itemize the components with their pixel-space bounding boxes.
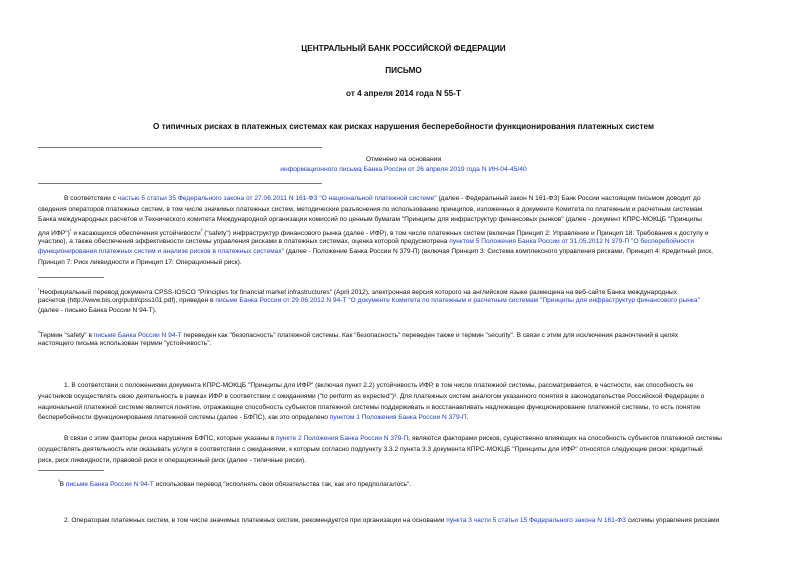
intro-text: (далее - Федеральный закон N 161-ФЗ) Банк России настоящим письмом доводит до <box>436 195 701 202</box>
section-text: 2. Операторам платежных систем, в том числе значимых платежных систем, рекомендуется при организации на основании <box>64 517 447 524</box>
section-1-line-2: участников осуществлять свою деятельность в рамках ИФР в соответствии с ожиданиями ("to perform as expected")³. Для платежных систем аналогом указанного понятия в законодательстве Российской Федерации о <box>38 393 705 400</box>
intro-line-1 <box>64 195 701 203</box>
issuer-title: ЦЕНТРАЛЬНЫЙ БАНК РОССИЙСКОЙ ФЕДЕРАЦИИ <box>301 44 506 53</box>
intro-line-6 <box>38 248 713 256</box>
intro-line-7: Принцип 7: Риск ликвидности и Принцип 17: Операционный риск). <box>38 259 242 266</box>
intro-text: ("safety") инфраструктур финансового рынка (далее - ИФР), в том числе платежных систем (включая Принцип 2: Управление и Принцип 18: Требования к доступу и <box>204 230 709 238</box>
footnote-2-line-1 <box>38 329 678 340</box>
intro-text: и касающихся обеспечения устойчивости <box>73 230 201 238</box>
footnote-text: В <box>59 481 66 489</box>
footnote-text: Термин "safety" в <box>39 332 94 340</box>
footnote-separator-2 <box>38 470 104 471</box>
footnote-text: Неофициальный перевод документа CPSS-IOSCO "Principles for financial market infrastructures" (April 2012), электронная версия которого на английском языке размещена на веб-сайте Банка международных <box>39 289 678 297</box>
footnote-3-mark: ³ <box>58 479 60 485</box>
footnote-text: переведен как "безопасность" платежной системы. Как "безопасность" переведен также и термин "security". В связи с этим для исключения разночтений в целях <box>181 332 679 340</box>
section-2-line-1 <box>64 517 719 525</box>
footnote-mark-2[interactable]: ² <box>200 228 203 234</box>
section-1-para-2-line-2: осуществлять деятельность или оказывать услуги в соответствии с ожиданиями, к которым согласно подпункту 3.3.2 пункта 3.3 документа КПРС-МОКЦБ "Принципы для ИФР" относятся следующие риски: кредитный <box>38 446 703 453</box>
law-161-art15-link[interactable]: пункта 3 части 5 статьи 15 Федерального закона N 161-ФЗ <box>446 517 627 524</box>
cancel-note-line1: Отменено на основании <box>365 156 442 163</box>
regulation-379p-p1-link[interactable]: пунктом 1 Положения Банка России N 379-П <box>329 414 467 421</box>
footnote-separator <box>38 277 104 278</box>
section-1-line-1: 1. В соответствии с положениями документа КПРС-МОКЦБ "Принципы для ИФР" (включая пункт 2.2) устойчивость ИФР, в том числе платежной системы, рассматривается, в частности, как способность ее <box>64 382 694 389</box>
document-type: ПИСЬМО <box>385 66 422 75</box>
section-1-para-2-line-3: риск, риск ликвидности, правовой риск и операционный риск (далее - типичные риски). <box>38 457 307 464</box>
section-text: , являются факторами рисков, существенно влияющих на способность субъектов платежной системы <box>408 435 722 442</box>
letter-94t-link[interactable]: письме Банка России N 94-Т <box>65 481 154 489</box>
footnote-1-line-3: (далее - письмо Банка России N 94-Т). <box>38 307 157 314</box>
law-161-link[interactable]: частью 5 статьи 35 Федерального закона от 27.06.2011 N 161-ФЗ "О национальной платежной системе" <box>117 195 437 202</box>
letter-94t-link[interactable]: письме Банка России N 94-Т <box>93 332 182 340</box>
intro-text: участию), а также обеспечения эффективности системы управления рисками в платежных системах, оценка которой предусмотрена <box>38 238 450 245</box>
section-1-line-4 <box>38 414 468 422</box>
document-subject: О типичных рисках в платежных системах как рисках нарушения бесперебойности функционирования платежных систем <box>152 122 655 131</box>
intro-text: В соответствии с <box>64 195 118 202</box>
section-text: . <box>466 414 469 421</box>
regulation-379p-p2-link[interactable]: пункте 2 Положения Банка России N 379-П <box>276 435 409 442</box>
footnote-1-line-1 <box>38 286 677 297</box>
footnote-1-line-2 <box>38 297 700 305</box>
intro-line-3: Банка международных расчетов и Технического комитета Международной организации комиссий по ценным бумагам "Принципы для инфраструктур финансовых рынков" (далее - документ КПРС-МОКЦБ "Принципы <box>38 216 702 223</box>
document-date-number: от 4 апреля 2014 года N 55-Т <box>346 89 461 98</box>
footnote-text: использован перевод "исполнять свои обязательства так, как это предполагалось". <box>153 481 412 489</box>
regulation-379p-link-cont[interactable]: функционирования платежных систем и анализе рисков в платежных системах" <box>38 248 284 255</box>
intro-text: для ИФР") <box>38 230 70 238</box>
letter-94t-link[interactable]: письме Банка России от 29.06.2012 N 94-Т "О документе Комитета по платежным и расчетным системам "Принципы для инфраструктур финансового рынка" <box>215 297 700 304</box>
section-1-line-3: национальной платежной системе является понятие, отражающее способность субъектов платежной системы поддерживать и восстанавливать надлежащее функционирование платежной системы, то есть понятие <box>38 404 701 411</box>
regulation-379p-link[interactable]: пунктом 5 Положения Банка России от 31.05.2012 N 379-П "О бесперебойности <box>449 238 695 245</box>
intro-line-2: сведения операторов платежных систем, в том числе значимых платежных систем, методические разъяснения по использованию принципов, изложенных в документе Комитета по платежным и расчетным системам <box>38 206 703 213</box>
intro-line-5 <box>38 238 694 246</box>
footnote-text: расчетов (http://www.bis.org/publ/cpss101.pdf), приведен в <box>38 297 216 304</box>
footnote-1-mark: ¹ <box>38 287 40 293</box>
cancel-note-link[interactable]: информационного письма Банка России от 26 апреля 2019 года N ИН-04-45/40 <box>280 166 527 173</box>
footnote-2-line-2: настоящего письма использован термин "устойчивость". <box>38 340 212 347</box>
intro-text: (далее - Положение Банка России N 379-П) (включая Принцип 3: Система комплексного управления рисками, Принцип 4: Кредитный риск, <box>283 248 714 255</box>
section-text: В связи с этим факторы риска нарушения БФПС, которые указаны в <box>64 435 277 442</box>
footnote-3-line-1 <box>58 478 411 489</box>
divider-top <box>38 147 322 148</box>
divider-bottom <box>38 183 322 184</box>
section-text: бесперебойности функционирования платежной системы (далее - БФПС), как это определено <box>38 414 330 421</box>
section-text: системы управления рисками <box>626 517 720 524</box>
footnote-mark-1[interactable]: ¹ <box>69 228 72 234</box>
footnote-2-mark: ² <box>38 330 40 336</box>
intro-line-4 <box>38 227 709 238</box>
section-1-para-2-line-1 <box>64 435 722 443</box>
